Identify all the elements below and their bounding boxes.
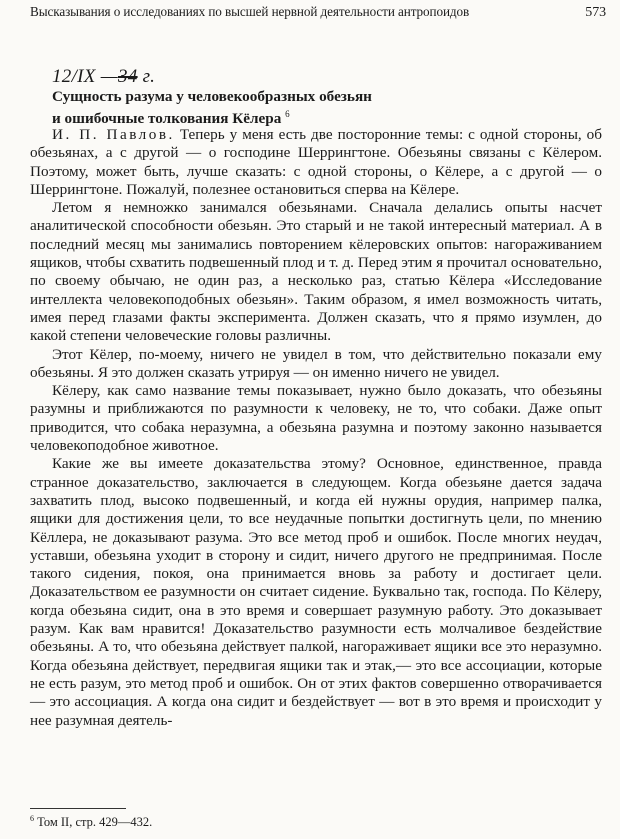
date-suffix: г. bbox=[142, 66, 156, 87]
title-footnote-mark: 6 bbox=[285, 108, 290, 119]
running-header bbox=[30, 4, 606, 21]
title-line-2 bbox=[52, 106, 372, 128]
paragraph-4: Кёлеру, как само название темы показывает, нужно было доказать, что обезьяны разумны и приближаются по разумности к человеку, не то, что собаки. Даже опыт приводится, что собака неразумна, а обезьяна разумна и поэтому законно называется человекоподобное животное. bbox=[30, 382, 602, 455]
running-title: Высказывания о исследованиях по высшей нервной деятельности антропоидов bbox=[30, 4, 470, 19]
date-line bbox=[52, 66, 155, 88]
footnote-mark: 6 bbox=[30, 814, 34, 823]
section-title bbox=[52, 88, 372, 127]
page-number: 573 bbox=[585, 5, 606, 20]
title-line-2-text: и ошибочные толкования Кёлера bbox=[52, 109, 282, 127]
date-struck-year: 34 bbox=[117, 66, 138, 87]
footnote-rule bbox=[30, 808, 126, 809]
speaker-name: И. П. Павлов. bbox=[52, 126, 175, 143]
date-prefix: 12/IX — bbox=[52, 66, 118, 87]
paragraph-5: Какие же вы имеете доказательства этому? Основное, единственное, правда странное доказательство, заключается в следующем. Когда обезьяне дается задача захватить плод, высоко подвешенный, и когда ей нужны орудия, например палка, ящики для достижения цели, то все неудачные попытки достигнуть цели, по мнению Кёллера, не доказывают разума. Это все метод проб и ошибок. После многих неудач, уставши, обезьяна уходит в сторону и сидит, ничего другого не предпринимая. После такого сидения, покоя, она принимается вновь за работу и достигает цели. Доказательством ее разумности он считает сидение. Буквально так, господа. По Кёлеру, когда обезьяна сидит, она в это время и совершает разумную работу. Это доказывает разум. Как вам нравится! Доказательство разумности есть молчаливое бездействие обезьяны. А то, что обезьяна действует палкой, нагораживает ящики все это неразумно. Когда обезьяна действует, передвигая ящики так и этак,— это все ассоциации, которые не есть разум, это метод проб и ошибок. Он от этих фактов совершенно отворачивается — это ассоциация. А когда она сидит и бездействует — вот в это время и происходит у нее разумная деятель- bbox=[30, 455, 602, 729]
title-line-1: Сущность разума у человекообразных обезьян bbox=[52, 88, 372, 105]
paragraph-1 bbox=[30, 126, 602, 199]
paragraph-2: Летом я немножко занимался обезьянами. Сначала делались опыты насчет аналитической способности обезьян. Это старый и не такой интересный материал. А в последний месяц мы занимались повторением кёлеровских опытов: нагораживанием ящиков, чтобы схватить подвешенный плод и т. д. Перед этим я прочитал основательно, по своему обычаю, не один раз, а несколько раз, статью Кёлера «Исследование интеллекта человекоподобных обезьян». Таким образом, я имел возможность читать, имея перед глазами факты эксперимента. Должен сказать, что я прямо изумлен, до какой степени человеческие головы различны. bbox=[30, 199, 602, 345]
body-text bbox=[30, 126, 602, 730]
footnote bbox=[30, 814, 152, 830]
paragraph-1-text: Теперь у меня есть две посторонние темы: с одной стороны, об обезьянах, а с другой — о господине Шеррингтоне. Обезьяны связаны с Кёлером. Поэтому, может быть, лучше сказать: с одной стороны, о Кёлере, а с другой — о Шеррингтоне. Пожалуй, полезнее остановиться сперва на Кёлере. bbox=[30, 126, 602, 198]
paragraph-3: Этот Кёлер, по-моему, ничего не увидел в том, что действительно показали ему обезьяны. Я это должен сказать утрируя — он именно ничего не увидел. bbox=[30, 345, 602, 381]
footnote-text: Том II, стр. 429—432. bbox=[37, 815, 153, 830]
